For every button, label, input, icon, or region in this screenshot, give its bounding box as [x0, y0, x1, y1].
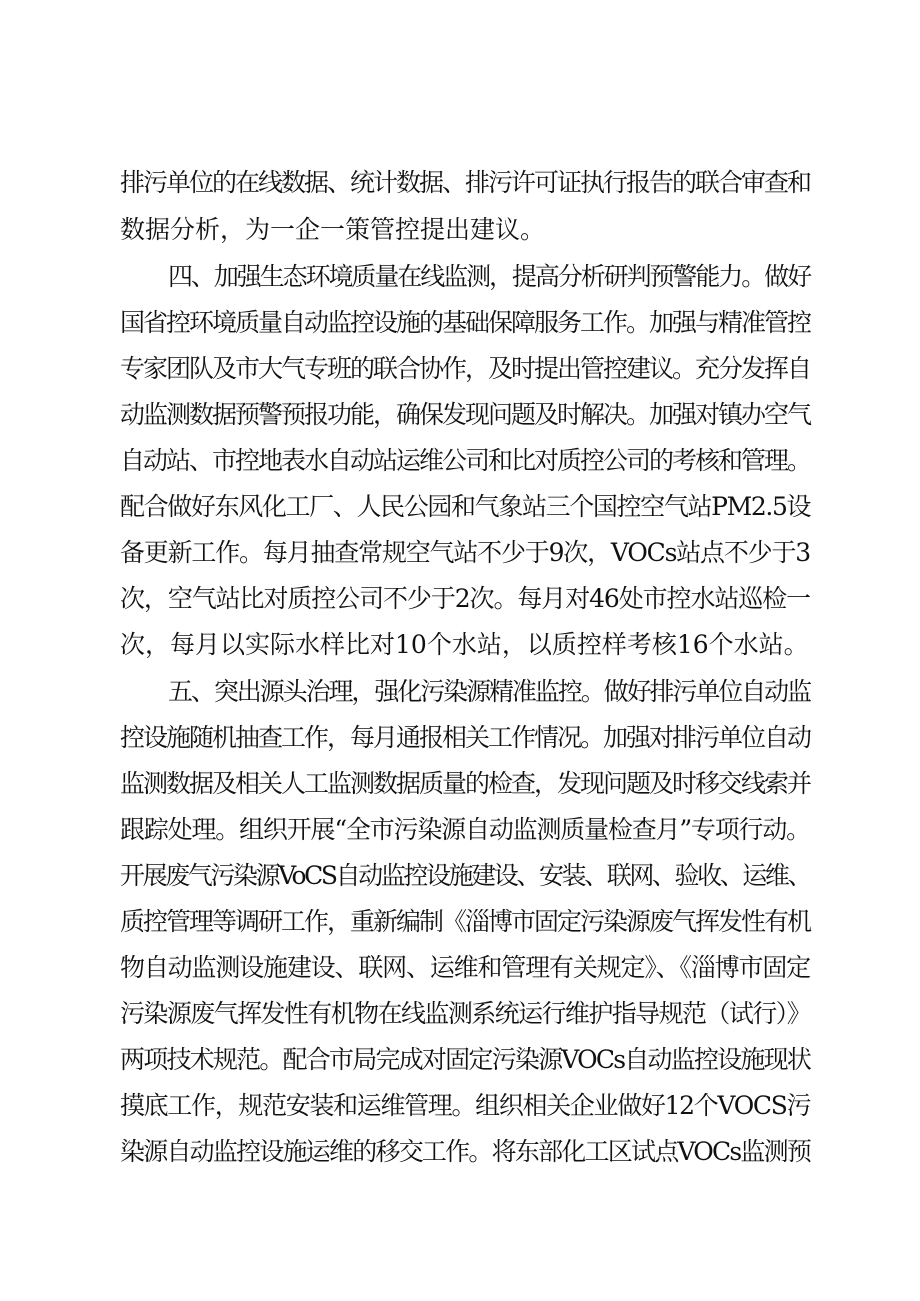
paragraph-5-heading-line: 五、突出源头治理，强化污染源精准监控。做好排污单位自动监	[168, 677, 811, 706]
text-line: 次，每月以实际水样比对10个水站，以质控样考核16个水站。	[120, 630, 809, 659]
text-line: 两项技术规范。配合市局完成对固定污染源VOCs自动监控设施现状	[120, 1045, 811, 1074]
text-line: 质控管理等调研工作，重新编制《淄博市固定污染源废气挥发性有机	[120, 907, 811, 936]
text-line: 配合做好东风化工厂、人民公园和气象站三个国控空气站PM2.5设	[120, 492, 811, 521]
text-line: 污染源废气挥发性有机物在线监测系统运行维护指导规范（试行）》	[120, 999, 810, 1028]
text-line: 监测数据及相关人工监测数据质量的检查，发现问题及时移交线索并	[120, 769, 811, 798]
text-line: 物自动监测设施建设、联网、运维和管理有关规定》、《淄博市固定	[120, 953, 811, 982]
text-line: 国省控环境质量自动监控设施的基础保障服务工作。加强与精准管控	[120, 308, 811, 337]
text-line: 动监测数据预警预报功能，确保发现问题及时解决。加强对镇办空气	[120, 400, 811, 429]
paragraph-4-heading-line: 四、加强生态环境质量在线监测，提高分析研判预警能力。做好	[168, 262, 811, 291]
text-line: 次，空气站比对质控公司不少于2次。每月对46处市控水站巡检一	[120, 584, 810, 613]
text-line: 跟踪处理。组织开展“全市污染源自动监测质量检查月”专项行动。	[120, 815, 810, 844]
text-line: 染源自动监控设施运维的移交工作。将东部化工区试点VOCs监测预	[120, 1137, 811, 1166]
text-line: 开展废气污染源VoCS自动监控设施建设、安装、联网、验收、运维、	[120, 861, 811, 890]
text-line: 数据分析，为一企一策管控提出建议。	[120, 215, 546, 244]
text-line: 控设施随机抽查工作，每月通报相关工作情况。加强对排污单位自动	[120, 723, 811, 752]
text-line: 备更新工作。每月抽查常规空气站不少于9次，VOCs站点不少于3	[120, 538, 810, 567]
text-line: 摸底工作，规范安装和运维管理。组织相关企业做好12个VOCS污	[120, 1091, 811, 1120]
text-line: 自动站、市控地表水自动站运维公司和比对质控公司的考核和管理。	[120, 446, 811, 475]
text-line: 排污单位的在线数据、统计数据、排污许可证执行报告的联合审查和	[120, 168, 811, 197]
text-line: 专家团队及市大气专班的联合协作，及时提出管控建议。充分发挥自	[120, 354, 811, 383]
